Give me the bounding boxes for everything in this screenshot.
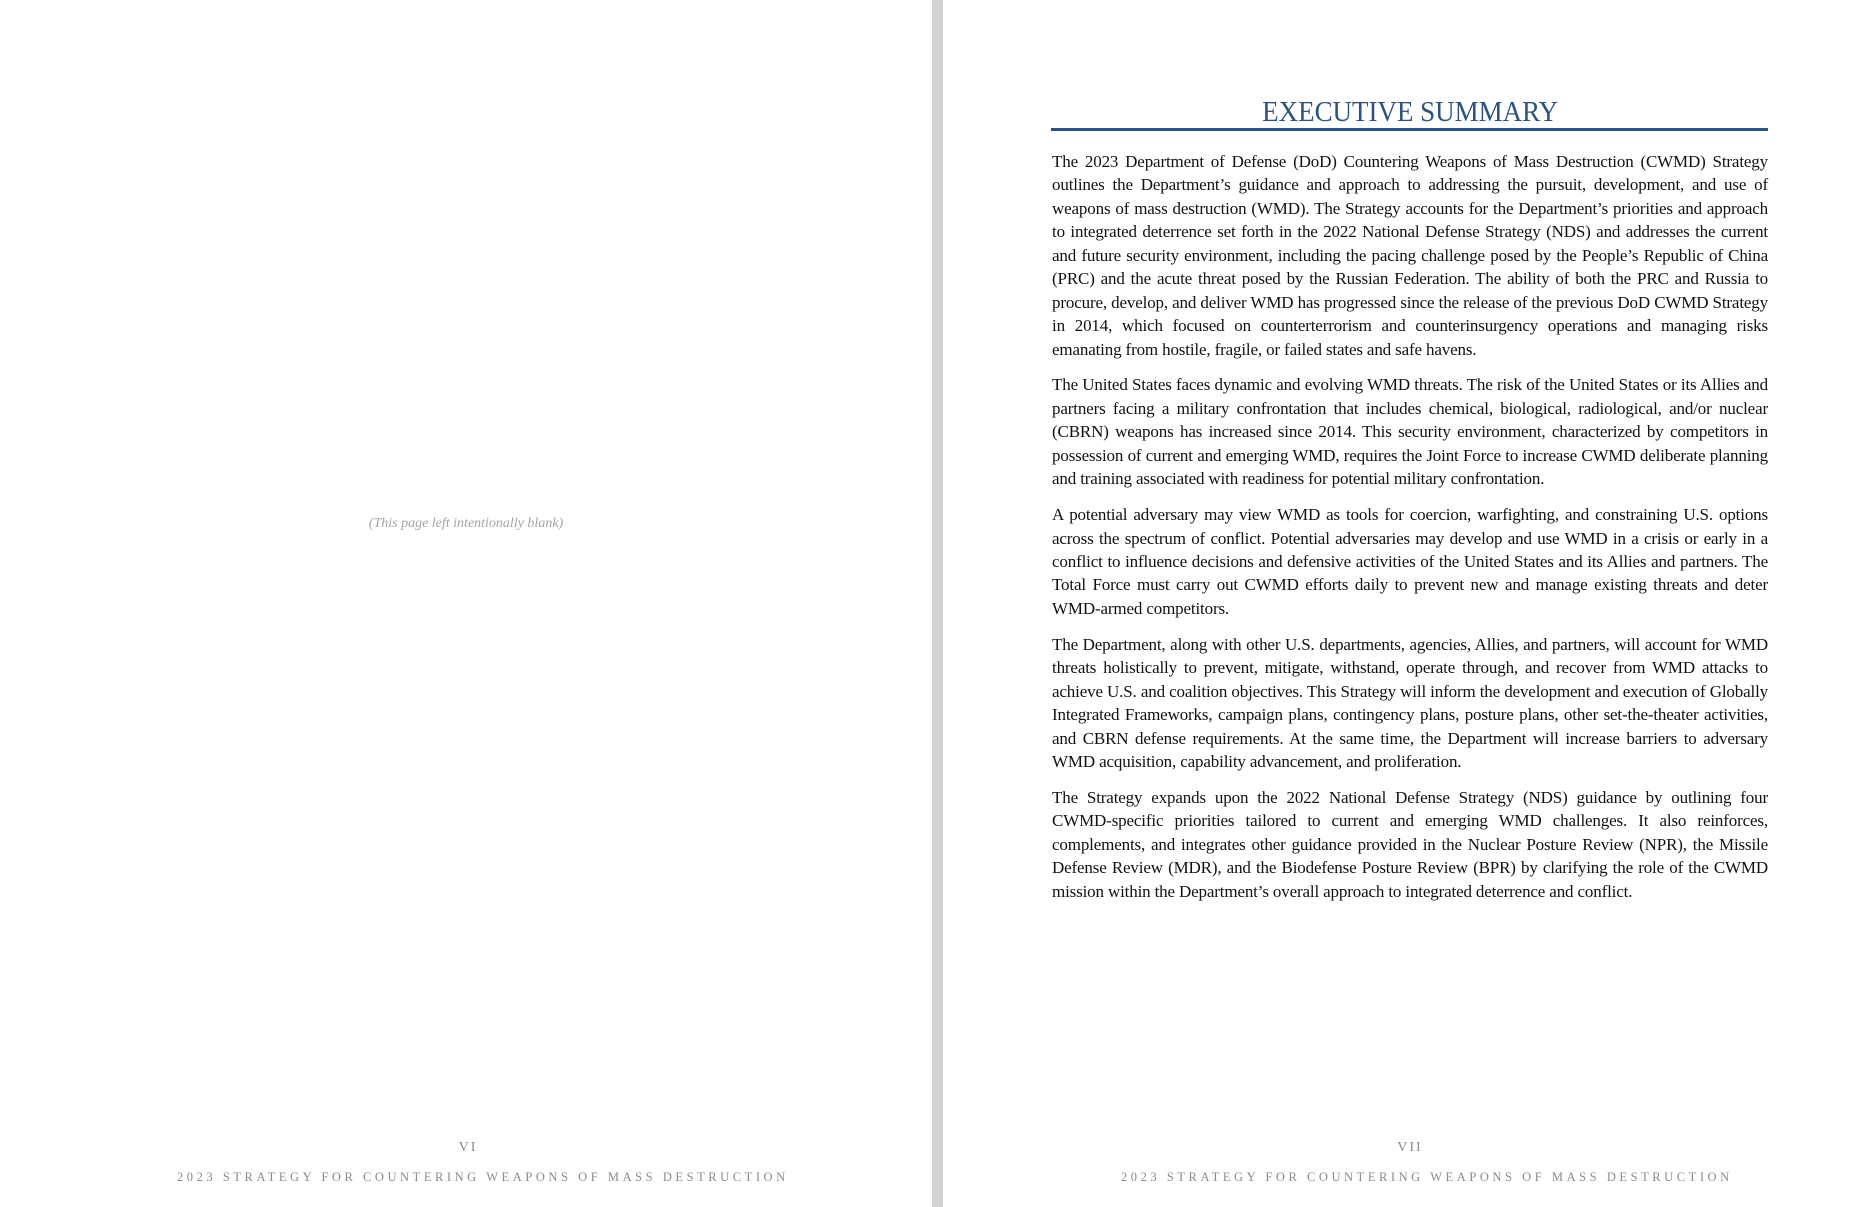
blank-page-notice: (This page left intentionally blank)	[368, 516, 564, 531]
paragraph: The 2023 Department of Defense (DoD) Countering Weapons of Mass Destruction (CWMD) Strategy outlines the Department’s guidance and approach to addressing the pursuit, development, and use of weapons of mass destruction (WMD). The Strategy accounts for the Department’s priorities and approach to integrated deterrence set forth in the 2022 National Defense Strategy (NDS) and addresses the current and future security environment, including the pacing challenge posed by the People’s Republic of China (PRC) and the acute threat posed by the Russian Federation. The ability of both the PRC and Russia to procure, develop, and deliver WMD has progressed since the release of the previous DoD CWMD Strategy in 2014, which focused on counterterrorism and counterinsurgency operations and managing risks emanating from hostile, fragile, or failed states and safe havens.	[1052, 152, 1768, 359]
paragraph: A potential adversary may view WMD as tools for coercion, warfighting, and constraining U.S. options across the spectrum of conflict. Potential adversaries may develop and use WMD in a crisis or early in a conflict to influence decisions and defensive activities of the United States and its Allies and partners. The Total Force must carry out CWMD efforts daily to prevent new and manage existing threats and deter WMD-armed competitors.	[1052, 505, 1768, 618]
page-number: VI	[458, 1140, 478, 1155]
running-footer: 2023 STRATEGY FOR COUNTERING WEAPONS OF MASS DESTRUCTION	[1121, 1170, 1733, 1184]
page-right	[943, 0, 1875, 1207]
paragraph: The Strategy expands upon the 2022 National Defense Strategy (NDS) guidance by outlining four CWMD-specific priorities tailored to current and emerging WMD challenges. It also reinforces, complements, and integrates other guidance provided in the Nuclear Posture Review (NPR), the Missile Defense Review (MDR), and the Biodefense Posture Review (BPR) by clarifying the role of the CWMD mission within the Department’s overall approach to integrated deterrence and conflict.	[1052, 787, 1768, 901]
section-title	[1052, 97, 1768, 127]
page-left	[0, 0, 932, 1207]
title-underline-rule	[1051, 128, 1768, 131]
paragraph: The United States faces dynamic and evolving WMD threats. The risk of the United States or its Allies and partners facing a military confrontation that includes chemical, biological, radiological, and/or nuclear (CBRN) weapons has increased since 2014. This security environment, characterized by competitors in possession of current and emerging WMD, requires the Joint Force to increase CWMD deliberate planning and training associated with readiness for potential military confrontation.	[1052, 375, 1768, 489]
paragraph: The Department, along with other U.S. departments, agencies, Allies, and partners, will account for WMD threats holistically to prevent, mitigate, withstand, operate through, and recover from WMD attacks to achieve U.S. and coalition objectives. This Strategy will inform the development and execution of Globally Integrated Frameworks, campaign plans, contingency plans, posture plans, other set-the-theater activities, and CBRN defense requirements. At the same time, the Department will increase barriers to adversary WMD acquisition, capability advancement, and proliferation.	[1052, 634, 1768, 772]
page-divider	[932, 0, 943, 1207]
page-number: VII	[1397, 1140, 1423, 1155]
body-text	[1052, 150, 1768, 916]
section-title-text: EXECUTIVE SUMMARY	[1262, 96, 1558, 128]
running-footer: 2023 STRATEGY FOR COUNTERING WEAPONS OF MASS DESTRUCTION	[177, 1170, 789, 1184]
